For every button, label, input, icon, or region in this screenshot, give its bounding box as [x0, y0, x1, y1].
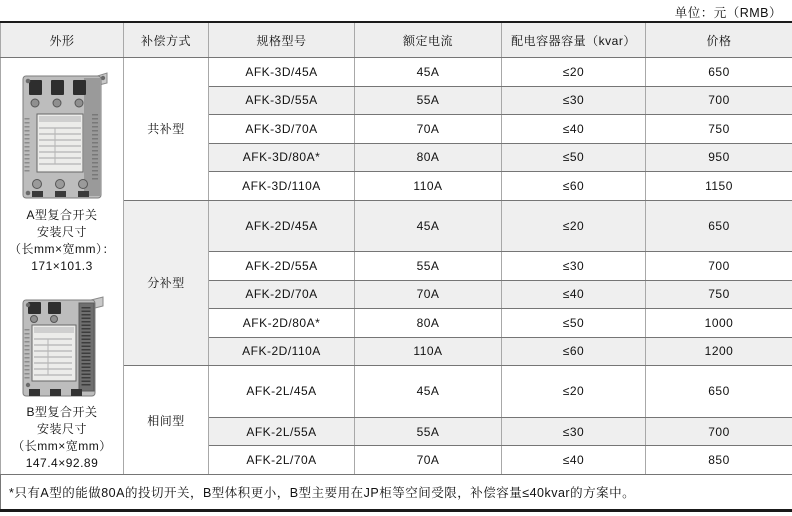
- capacity-cell: ≤50: [502, 143, 646, 172]
- switch-a-photo: [15, 70, 109, 204]
- switch-b-caption: [12, 404, 112, 472]
- price-cell: 750: [646, 280, 792, 309]
- header-current: 额定电流: [355, 22, 502, 58]
- model-cell: AFK-3D/110A: [209, 172, 355, 201]
- price-table: [0, 21, 792, 512]
- capacity-cell: ≤40: [502, 115, 646, 144]
- model-cell: AFK-2D/70A: [209, 280, 355, 309]
- model-cell: AFK-2D/55A: [209, 252, 355, 281]
- model-cell: AFK-3D/45A: [209, 58, 355, 87]
- footnote-text: *只有A型的能做80A的投切开关，B型体积更小，B型主要用在JP柜等空间受限，补偿容量≤40kvar的方案中。: [1, 474, 792, 510]
- capacity-cell: ≤50: [502, 309, 646, 338]
- product-figure-a: [9, 70, 115, 275]
- current-cell: 80A: [355, 143, 502, 172]
- price-cell: 650: [646, 366, 792, 418]
- caption-line: （长mm×宽mm）: [12, 439, 112, 453]
- current-cell: 45A: [355, 58, 502, 87]
- caption-line: （长mm×宽mm）：: [9, 242, 115, 256]
- caption-line: 147.4×92.89: [25, 456, 99, 470]
- switch-b-photo: [17, 295, 107, 401]
- capacity-cell: ≤20: [502, 366, 646, 418]
- header-price: 价格: [646, 22, 792, 58]
- model-cell: AFK-2D/45A: [209, 200, 355, 252]
- capacity-cell: ≤30: [502, 417, 646, 446]
- price-cell: 1200: [646, 337, 792, 366]
- model-cell: AFK-2L/45A: [209, 366, 355, 418]
- header-row: [1, 22, 792, 58]
- compensation-method-cell: 分补型: [124, 200, 209, 366]
- caption-line: B型复合开关: [26, 405, 98, 419]
- price-cell: 1000: [646, 309, 792, 338]
- current-cell: 45A: [355, 366, 502, 418]
- unit-label: 单位：元（RMB）: [674, 6, 782, 20]
- product-figure-b: [12, 295, 112, 472]
- capacity-cell: ≤20: [502, 200, 646, 252]
- current-cell: 110A: [355, 337, 502, 366]
- current-cell: 55A: [355, 417, 502, 446]
- table-header: [1, 22, 792, 58]
- current-cell: 55A: [355, 252, 502, 281]
- capacity-cell: ≤20: [502, 58, 646, 87]
- current-cell: 55A: [355, 86, 502, 115]
- model-cell: AFK-2D/110A: [209, 337, 355, 366]
- price-cell: 650: [646, 200, 792, 252]
- price-cell: 750: [646, 115, 792, 144]
- shape-cell: [1, 58, 124, 475]
- current-cell: 70A: [355, 115, 502, 144]
- current-cell: 70A: [355, 446, 502, 475]
- price-cell: 700: [646, 86, 792, 115]
- current-cell: 80A: [355, 309, 502, 338]
- model-cell: AFK-3D/55A: [209, 86, 355, 115]
- capacity-cell: ≤40: [502, 280, 646, 309]
- table-row: [1, 58, 792, 87]
- current-cell: 45A: [355, 200, 502, 252]
- caption-line: 安装尺寸: [36, 422, 87, 436]
- switch-a-caption: [9, 207, 115, 275]
- caption-line: 171×101.3: [31, 259, 93, 273]
- price-cell: 700: [646, 417, 792, 446]
- compensation-method-cell: 共补型: [124, 58, 209, 201]
- capacity-cell: ≤30: [502, 252, 646, 281]
- current-cell: 110A: [355, 172, 502, 201]
- caption-line: A型复合开关: [26, 208, 98, 222]
- compensation-method-cell: 相间型: [124, 366, 209, 475]
- header-shape: 外形: [1, 22, 124, 58]
- capacity-cell: ≤40: [502, 446, 646, 475]
- header-method: 补偿方式: [124, 22, 209, 58]
- table-footer: [1, 474, 792, 510]
- capacity-cell: ≤60: [502, 172, 646, 201]
- model-cell: AFK-3D/80A*: [209, 143, 355, 172]
- caption-line: 安装尺寸: [36, 225, 87, 239]
- footnote-row: [1, 474, 792, 510]
- header-model: 规格型号: [209, 22, 355, 58]
- model-cell: AFK-3D/70A: [209, 115, 355, 144]
- model-cell: AFK-2L/70A: [209, 446, 355, 475]
- model-cell: AFK-2D/80A*: [209, 309, 355, 338]
- price-cell: 1150: [646, 172, 792, 201]
- header-capacity: 配电容器容量（kvar）: [502, 22, 646, 58]
- price-cell: 850: [646, 446, 792, 475]
- price-cell: 950: [646, 143, 792, 172]
- capacity-cell: ≤30: [502, 86, 646, 115]
- price-cell: 650: [646, 58, 792, 87]
- table-body: [1, 58, 792, 475]
- capacity-cell: ≤60: [502, 337, 646, 366]
- price-cell: 700: [646, 252, 792, 281]
- model-cell: AFK-2L/55A: [209, 417, 355, 446]
- current-cell: 70A: [355, 280, 502, 309]
